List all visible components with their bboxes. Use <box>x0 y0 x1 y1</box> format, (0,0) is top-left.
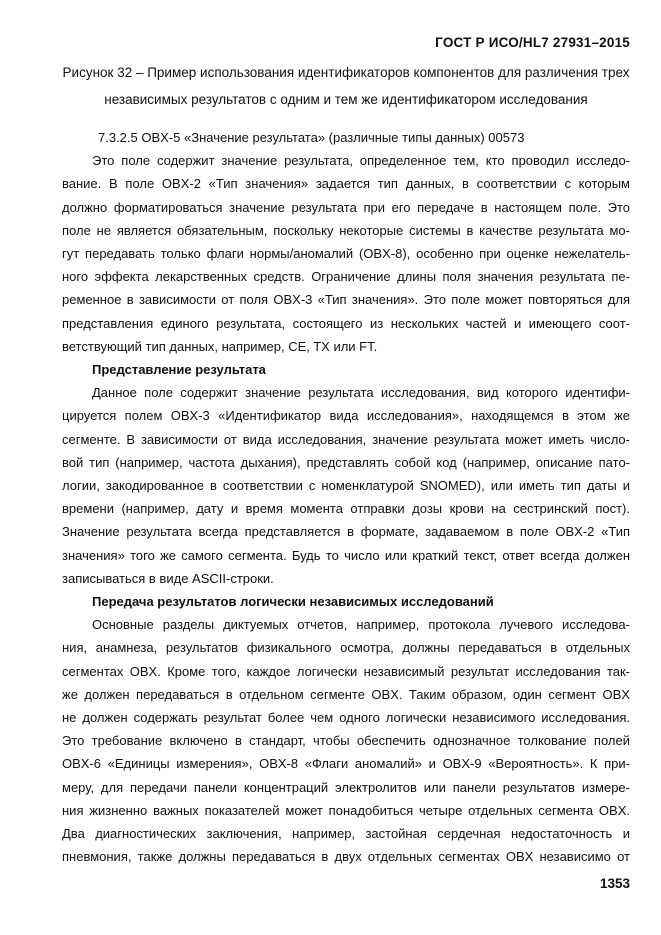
paragraph-line: Данное поле содержит значение результата исследования, вид которого идентифи- <box>92 385 630 401</box>
paragraph-line: представления единого результата, состоящего из нескольких частей и имеющего соот- <box>62 315 630 331</box>
paragraph-line: ременное в зависимости от поля OBX-3 «Тип значения». Это поле может повторяться для <box>62 292 630 308</box>
paragraph-line: поле не является обязательным, поскольку некоторые системы в качестве результата мо- <box>62 222 630 238</box>
paragraph-line: Основные разделы диктуемых отчетов, например, протокола лучевого исследова- <box>92 617 630 633</box>
paragraph-line: цируется полем OBX-3 «Идентификатор вида исследования», находящемся в этом же <box>62 408 630 424</box>
page-footer <box>62 874 630 894</box>
paragraph-line: меру, для передачи панели концентраций электролитов или панели результатов измере- <box>62 779 630 795</box>
paragraph-line: пневмония, также должны передаваться в двух отдельных сегментах OBX независимо от <box>62 849 630 865</box>
paragraph-line: ния, анамнеза, результатов физикального осмотра, должны передаваться в отдельных <box>62 640 630 656</box>
figure-caption <box>62 59 630 113</box>
paragraph-line: логии, закодированное в соответствии с номенклатурой SNOMED), или иметь тип даты и <box>62 478 630 494</box>
figure-caption-line-2: независимых результатов с одним и тем же идентификатором исследования <box>104 92 588 107</box>
paragraph-line: Это поле содержит значение результата, определенное тем, кто проводил исследо- <box>92 153 630 169</box>
subsection-heading: Передача результатов логически независимых исследований <box>92 594 494 610</box>
paragraph-line: сегменте. В зависимости от вида исследования, значение результата может иметь число- <box>62 431 630 447</box>
paragraph-line: ния жизненно важных показателей может понадобиться четыре отдельных сегмента OBX. <box>62 802 630 818</box>
paragraph-line: Два диагностических заключения, например, застойная сердечная недостаточность и <box>62 826 630 842</box>
document-code: ГОСТ Р ИСО/HL7 27931–2015 <box>435 35 630 50</box>
paragraph-line: сегментах OBX. Кроме того, каждое логически независимый результат исследования так- <box>62 663 630 679</box>
paragraph-line: Значение результата всегда представляется в формате, задаваемом в поле OBX-2 «Тип <box>62 524 630 540</box>
paragraph-line: гут передавать только флаги нормы/аномалий (OBX-8), особенно при оценке нежелатель- <box>62 246 630 262</box>
paragraph-line: вой тип (например, частота дыхания), представлять собой код (например, описание пато- <box>62 454 630 470</box>
page-number: 1353 <box>599 875 630 891</box>
section-heading: 7.3.2.5 OBX-5 «Значение результата» (различные типы данных) 00573 <box>98 130 525 145</box>
paragraph-line: вание. В поле OBX-2 «Тип значения» задается тип данных, в соответствии с которым <box>62 176 630 192</box>
paragraph-line: ветствующий тип данных, например, CE, TX или FT. <box>62 338 378 354</box>
paragraph-line: же должен передаваться в отдельном сегменте OBX. Таким образом, один сегмент OBX <box>62 686 630 702</box>
document-body <box>62 126 630 869</box>
figure-caption-line-1: Рисунок 32 – Пример использования идентификаторов компонентов для различения трех <box>62 65 630 80</box>
paragraph-line: ного эффекта лекарственных средств. Ограничение длины поля значения результата пе- <box>62 269 630 285</box>
paragraph-line: значения» того же самого сегмента. Будь то число или краткий текст, ответ всегда должен <box>62 547 630 563</box>
page-header <box>62 33 630 53</box>
paragraph-line: не должен содержать результат более чем одного логически независимого исследования. <box>62 710 630 726</box>
paragraph-line: должно форматироваться значение результата при его передаче в настоящем поле. Это <box>62 199 630 215</box>
paragraph-line: записываться в виде ASCII-строки. <box>62 570 274 586</box>
paragraph-line: времени (например, дату и время момента отправки дозы крови на сестринский пост). <box>62 501 630 517</box>
paragraph-line: Это требование включено в стандарт, чтобы обеспечить однозначное толкование полей <box>62 733 630 749</box>
subsection-heading: Представление результата <box>92 362 266 378</box>
paragraph-line: OBX-6 «Единицы измерения», OBX-8 «Флаги аномалий» и OBX-9 «Вероятность». К при- <box>62 756 630 772</box>
